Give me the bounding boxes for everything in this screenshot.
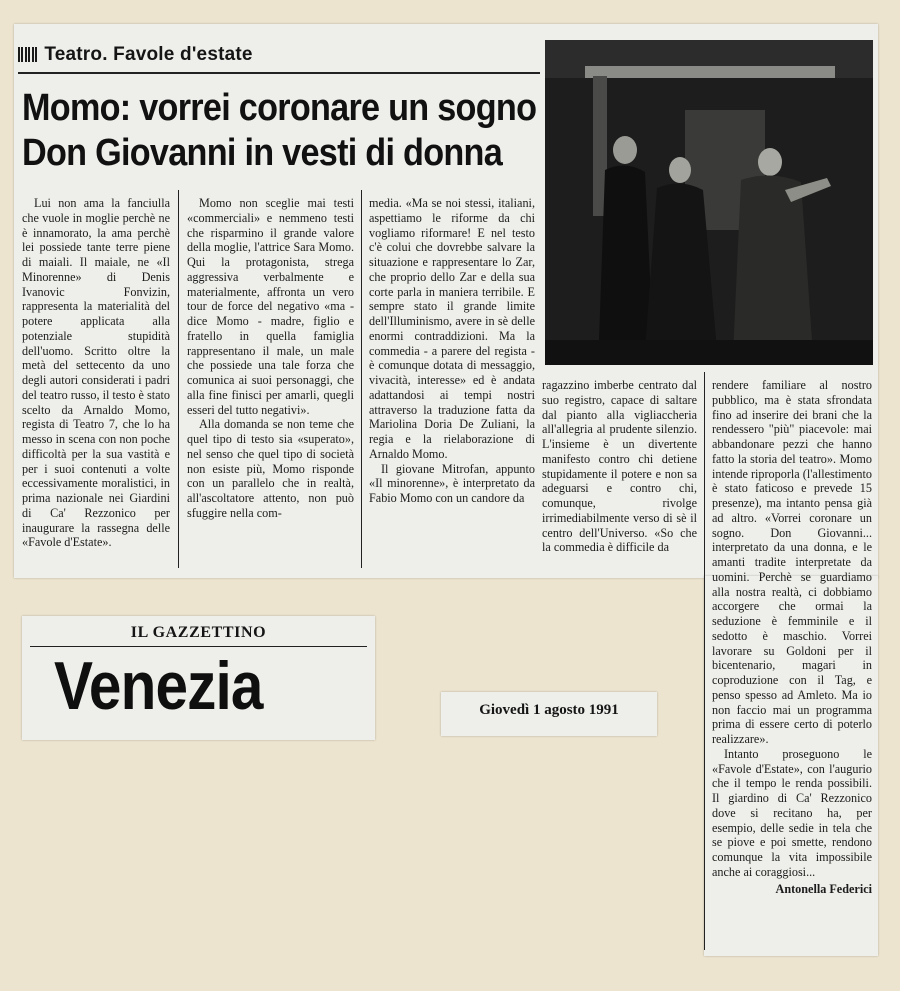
article-column-4 xyxy=(542,378,697,555)
headline-line-2: Don Giovanni in vesti di donna xyxy=(22,132,503,174)
kicker-text: Teatro. Favole d'estate xyxy=(44,44,253,65)
article-column-2 xyxy=(187,196,354,521)
date-clipping xyxy=(441,692,657,736)
headline-line-1: Momo: vorrei coronare un sogno xyxy=(22,87,537,129)
article-headline xyxy=(22,86,537,176)
column-2-paragraph-2: Alla domanda se non teme che quel tipo di testo sia «superato», nel senso che quel tipo di società non esiste più, Momo risponde con un parallelo che in realtà, all'ascoltatore attento, non può sfuggire nella com- xyxy=(187,417,354,520)
column-2-paragraph-1: Momo non sceglie mai testi «commerciali» e nemmeno testi che risparmino il grande valore della moglie, l'attrice Sara Momo. Qui la protagonista, strega aggressiva verbalmente e materialmente, affronta un vero tour de force del negativo «ma - dice Momo - madre, figlio e fratello in quella famiglia rappresentano il male, un male che possiede una tale forza che comunica ai suoi personaggi, che alla fine finisci per amarli, quegli esseri del tutto negativi». xyxy=(187,196,354,417)
edition-city: Venezia xyxy=(54,648,263,724)
column-rule-3 xyxy=(704,372,705,950)
newspaper-name: IL GAZZETTINO xyxy=(130,624,267,641)
column-5-paragraph-2: Intanto proseguono le «Favole d'Estate», con l'augurio che il tempo le renda possibili. Il giardino di Ca' Rezzonico dove si recitano ha, per esempio, delle sedie in tela che se piove e poi smette, rendono comunque la vita impossibile anche ai coraggiosi... xyxy=(712,746,872,879)
column-5-paragraph-1: rendere familiare al nostro pubblico, ma è stata sfrondata fino ad inserire dei brani che la rendessero "più" piacevole: mai abbandonare pezzi che hanno fatto la storia del teatro». Momo intende riproporla (l'allestimento è stato faticoso e prevede 15 presenze), ma intanto pensa già ad altro. «Vorrei coronare un sogno. Don Giovanni... interpretato da una donna, e le amanti tradite interpretate da uomini. Perchè se guardiamo alla nostra realtà, ci dobbiamo accorgere che ormai la seduzione è femminile e il sedotto è maschio. Vorrei lavorare su Goldoni per il bicentenario, magari in coproduzione con il Tag, e penso spesso ad Amleto. Ma io non faccio mai un programma prima di essere certo di poterlo realizzare». xyxy=(712,378,872,746)
column-rule-2 xyxy=(361,190,362,568)
column-3-paragraph-1: media. «Ma se noi stessi, italiani, aspettiamo le riforme da chi vogliamo riformare! E nel testo c'è colui che dovrebbe salvare la situazione e rappresentare lo Zar, che proprio dello Zar e della sua corte parla in maniera terribile. E sempre stato il grande limite dell'Illuminismo, avere in sè delle enormi contraddizioni. Ma la commedia - a parere del regista - è comunque dotata di messaggio, vivacità, interesse» ed è andata adattandosi ai tempi nostri attraverso la traduzione fatta da Mariolina Doria De Zuliani, la regia e la rielaborazione di Arnaldo Momo. xyxy=(369,196,535,461)
article-byline: Antonella Federici xyxy=(775,881,872,896)
article-column-3 xyxy=(369,196,535,506)
article-column-5 xyxy=(712,378,872,896)
column-rule-1 xyxy=(178,190,179,568)
masthead-clipping xyxy=(22,616,375,740)
column-1-paragraph-1: Lui non ama la fanciulla che vuole in moglie perchè ne è innamorato, la ama perchè lei possiede tante terre piene di maiali. Il maiale, ne «Il Minorenne» di Denis Ivanovic Fonvizin, rappresenta la materialità del potere applicata alla potenziale stupidità dell'uomo. Scritto oltre la metà del settecento da uno degli autori considerati i padri del teatro russo, il testo è stato scelto da Arnaldo Momo, regista di Teatro 7, che lo ha messo in scena con non poche difficoltà per la sua vastità e per i suoi contenuti a volte eccessivamente moralistici, in prima nazionale nei Giardini di Ca' Rezzonico per inaugurare la rassegna delle «Favole d'Estate». xyxy=(22,196,170,550)
stage-photo-illustration xyxy=(545,40,873,365)
kicker-bars-icon xyxy=(18,46,38,68)
publication-date: Giovedì 1 agosto 1991 xyxy=(479,702,619,718)
column-3-paragraph-2: Il giovane Mitrofan, appunto «Il minorenne», è interpretato da Fabio Momo con un candore da xyxy=(369,461,535,505)
kicker-rule xyxy=(18,72,540,74)
article-kicker xyxy=(18,44,253,68)
article-photo xyxy=(545,40,873,365)
column-4-paragraph-1: ragazzino imberbe centrato dal suo registro, capace di saltare dal pianto alla vigliaccheria all'allegria al prudente silenzio. L'insieme è un divertente manifesto contro chi detiene stupidamente il potere e non sa adeguarsi e contro chi, comunque, rivolge irrimediabilmente verso di sè il centro dell'Universo. «So che la commedia è difficile da xyxy=(542,378,697,555)
article-column-1 xyxy=(22,196,170,550)
